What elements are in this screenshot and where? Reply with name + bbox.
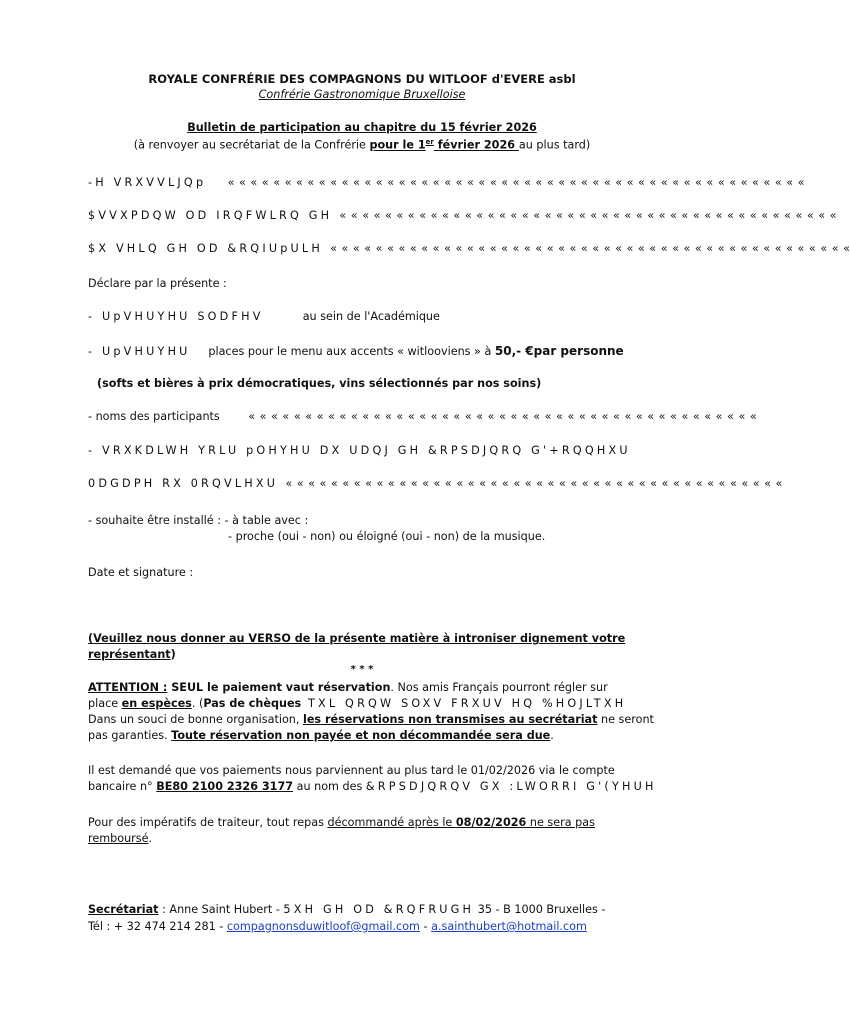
field-madame-monsieur[interactable]: 0DGDPH RX 0RQVLHXU « « « « « « « « « « « « « « « « « « « « « « « « « « « « « « « « « « « « « « « « « « « « [88, 477, 783, 490]
declare-text: Déclare par la présente : [88, 277, 227, 290]
field-fonction[interactable]: $VVXPDQW OD IRQFWLRQ GH « « « « « « « « « « « « « « « « « « « « « « « « « « « « « « « « « « « « « « « « « « « « [88, 209, 837, 222]
traiteur-line: Pour des impératifs de traiteur, tout repas décommandé après le 08/02/2026 ne sera pas [88, 816, 595, 829]
verso-note-end: représentant) [88, 648, 176, 661]
compte-line: bancaire n° BE80 2100 2326 3177 au nom des &RPSDJQRQV GX :LWORRI G'(YHUH [88, 780, 657, 793]
paiement-line: Il est demandé que vos paiements nous parviennent au plus tard le 01/02/2026 via le compte [88, 764, 615, 777]
proche-musique: - proche (oui - non) ou éloigné (oui - non) de la musique. [228, 530, 546, 543]
softs-note: (softs et bières à prix démocratiques, vins sélectionnés par nos soins) [97, 377, 542, 390]
garanties-line: pas garanties. Toute réservation non payée et non décommandée sera due. [88, 729, 554, 742]
attention-line: ATTENTION : SEUL le paiement vaut réservation. Nos amis Français pourront régler sur [88, 681, 608, 694]
account-number: BE80 2100 2326 3177 [156, 780, 294, 793]
verso-note: (Veuillez nous donner au VERSO de la présente matière à introniser dignement votre [88, 632, 626, 645]
item-reserver-menu[interactable]: - UpVHUYHU places pour le menu aux accents « witlooviens » à 50,- €par personne [88, 344, 624, 358]
field-participants[interactable]: - noms des participants « « « « « « « « « « « « « « « « « « « « « « « « « « « « « « « « « « « « « « « « « « « « « [88, 410, 758, 423]
secretariat-address: Secrétariat : Anne Saint Hubert - 5XH GH OD &RQFRUGH 35 - B 1000 Bruxelles - [88, 903, 606, 916]
separator-stars: * * * [350, 664, 374, 675]
document-title: ROYALE CONFRÉRIE DES COMPAGNONS DU WITLOOF d'EVERE asbl [148, 72, 576, 86]
rembourse-line: remboursé. [88, 832, 153, 845]
souhaite-elever: - VRXKDLWH YRLU pOHYHU DX UDQJ GH &RPSDJQRQ G'+RQQHXU [88, 444, 631, 457]
especes-line: place en espèces. (Pas de chèques TXL QRQW SOXV FRXUV HQ %HOJLTXH [88, 697, 627, 710]
field-je-soussigne[interactable]: -H VRXVVLJQp « « « « « « « « « « « « « « « « « « « « « « « « « « « « « « « « « « « « « « « « « « « « « « « « « « « [88, 176, 805, 189]
souci-line: Dans un souci de bonne organisation, les réservations non transmises au secrétariat ne seront [88, 713, 654, 726]
field-confrerie[interactable]: $X VHLQ GH OD &RQIUpULH « « « « « « « « « « « « « « « « « « « « « « « « « « « « « « « « « « « « « « « « « « « « « « [88, 242, 850, 255]
document-subtitle: Confrérie Gastronomique Bruxelloise [258, 88, 466, 101]
souhaite-installe: - souhaite être installé : - à table avec : [88, 514, 309, 527]
item-reserver-places[interactable]: - UpVHUYHU SODFHV au sein de l'Académique [88, 310, 440, 323]
date-signature: Date et signature : [88, 566, 194, 579]
renvoi-note: (à renvoyer au secrétariat de la Confrérie pour le 1er février 2026 au plus tard) [133, 138, 591, 152]
email-link-sainthubert[interactable]: a.sainthubert@hotmail.com [431, 920, 587, 933]
email-link-compagnons[interactable]: compagnonsduwitloof@gmail.com [226, 920, 420, 933]
bulletin-title: Bulletin de participation au chapitre du 15 février 2026 [187, 121, 537, 134]
secretariat-contact: Tél : + 32 474 214 281 - compagnonsduwitloof@gmail.com - a.sainthubert@hotmail.com [88, 920, 587, 933]
